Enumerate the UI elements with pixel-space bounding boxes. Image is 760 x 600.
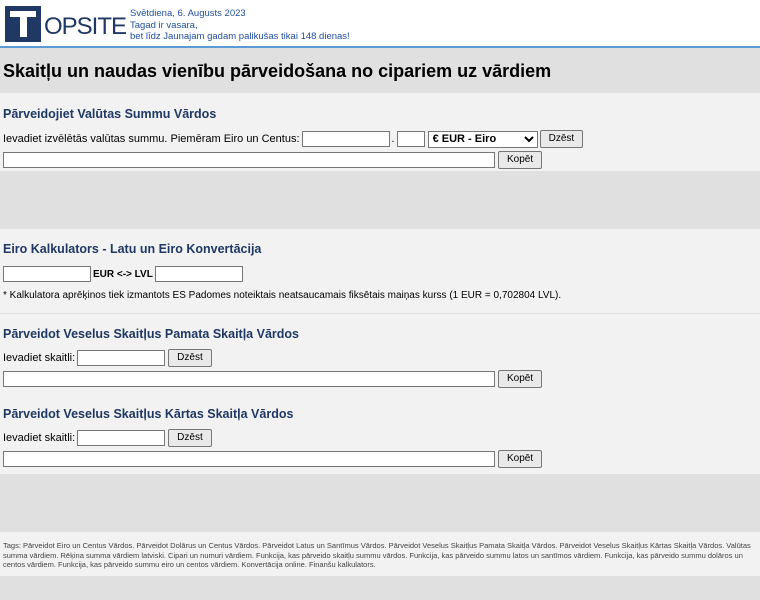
ordinal-prompt: Ievadiet skaitli: (3, 432, 76, 444)
season-line: Tagad ir vasara, (130, 19, 198, 31)
cardinal-number-input[interactable] (77, 350, 165, 366)
cardinal-result-field[interactable] (3, 371, 495, 387)
currency-prompt: Ievadiet izvēlētās valūtas summu. Piemēram Eiro un Centus: (3, 133, 300, 145)
topsite-logo[interactable] (5, 6, 127, 42)
currency-heading: Pārveidojiet Valūtas Summu Vārdos (3, 107, 217, 121)
ordinal-copy-button[interactable]: Kopēt (498, 450, 542, 468)
logo-text: OPSITE (44, 13, 127, 40)
tags-text: Tags: Pārveidot Eiro un Centus Vārdos. Pārveidot Dolārus un Centus Vārdos. Pārveidot Latus un Santīmus Vārdos. Pārveidot Veselus Skaitļus Pamata Skaitļa Vārdos. Pārveidot Veselus Skaitļus Kārtas Skaitļa Vārdos. Valūtas summa vārdiem. Rēķina summa vārdiem latviski. Cipari un numuri vārdiem. Funkcija, kas pārveido skaitļu summu vārdos. Funkcija, kas pārveido summu latos un santīmos vārdiem. Funkcija, kas pārveido summu dolāros un centos vārdiem. Funkcija, kas pārveido summu eiro un centos vārdiem. Konvertācija online. Finanšu kalkulators. (0, 532, 760, 576)
cardinal-copy-button[interactable]: Kopēt (498, 370, 542, 388)
currency-result-field[interactable] (3, 152, 495, 168)
logo-t-icon (5, 6, 41, 42)
euro-calc-heading: Eiro Kalkulators - Latu un Eiro Konvertācija (3, 242, 262, 256)
countdown-line: bet līdz Jaunajam gadam palikušas tikai 148 dienas! (130, 31, 350, 42)
decimal-separator: . (391, 133, 395, 145)
cardinal-heading: Pārveidot Veselus Skaitļus Pamata Skaitļa Vārdos (3, 327, 299, 341)
currency-section (0, 93, 760, 171)
whole-amount-input[interactable] (302, 131, 390, 147)
ordinal-clear-button[interactable]: Dzēst (168, 429, 212, 447)
cardinal-section (0, 313, 760, 394)
ordinal-section (0, 394, 760, 474)
page-title: Skaitļu un naudas vienību pārveidošana no cipariem uz vārdiem (0, 48, 760, 93)
currency-select[interactable] (428, 131, 538, 148)
ordinal-number-input[interactable] (77, 430, 165, 446)
eur-lvl-label: EUR <-> LVL (93, 268, 153, 280)
cents-input[interactable] (397, 131, 425, 147)
cardinal-clear-button[interactable]: Dzēst (168, 349, 212, 367)
eur-input[interactable] (3, 266, 91, 282)
currency-clear-button[interactable]: Dzēst (540, 130, 584, 148)
exchange-rate-note: * Kalkulatora aprēķinos tiek izmantots ES Padomes noteiktais neatsaucamais fiksētais maiņas kurss (1 EUR = 0,702804 LVL). (3, 290, 562, 301)
cardinal-prompt: Ievadiet skaitli: (3, 352, 76, 364)
site-header (0, 0, 760, 48)
spacer-1 (0, 171, 760, 229)
lvl-input[interactable] (155, 266, 243, 282)
date-info (130, 8, 350, 43)
date-line: Svētdiena, 6. Augusts 2023 (130, 8, 246, 19)
spacer-2 (0, 474, 760, 532)
euro-calculator-section (0, 229, 760, 313)
ordinal-result-field[interactable] (3, 451, 495, 467)
currency-copy-button[interactable]: Kopēt (498, 151, 542, 169)
ordinal-heading: Pārveidot Veselus Skaitļus Kārtas Skaitļa Vārdos (3, 407, 294, 421)
